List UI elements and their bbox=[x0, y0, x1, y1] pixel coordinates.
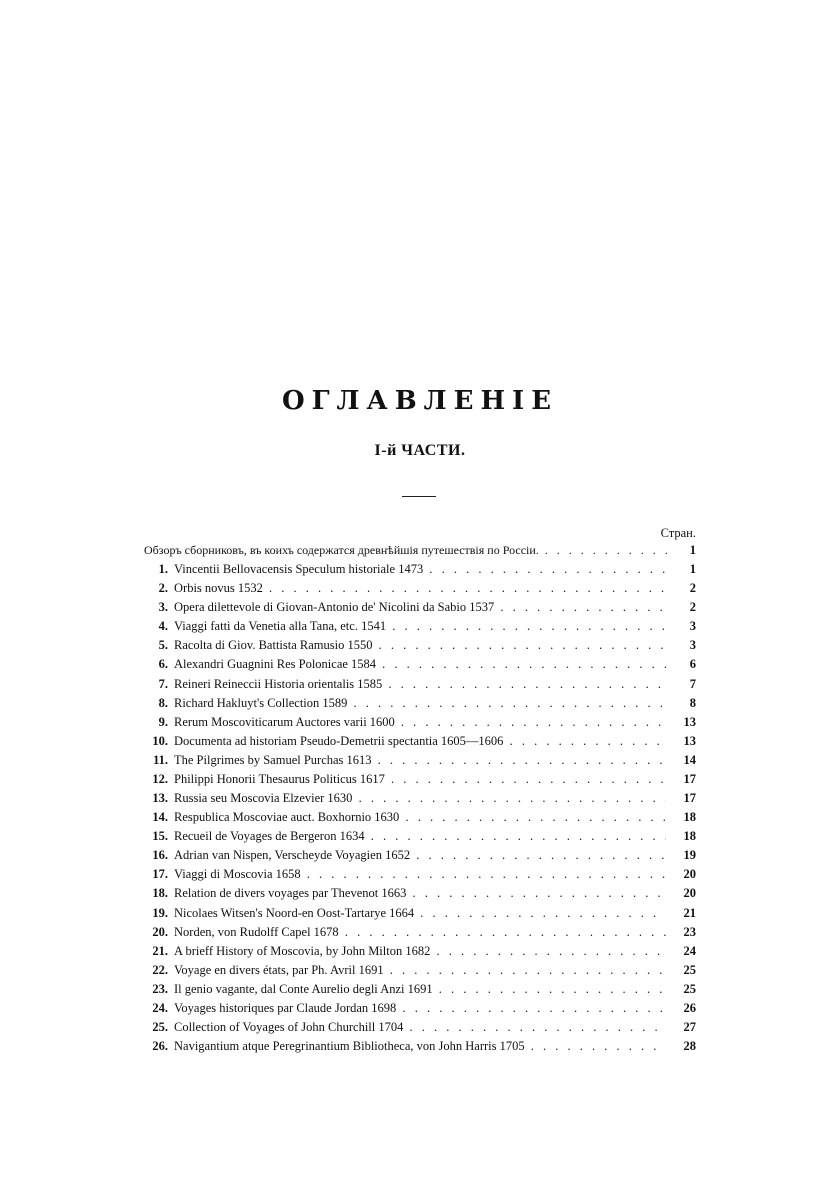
toc-entry bbox=[0, 846, 840, 865]
toc-entry-title: Il genio vagante, dal Conte Aurelio degli Anzi 1691 . . . bbox=[174, 980, 666, 999]
toc-entry-page: 2 bbox=[689, 581, 696, 596]
toc-entry-page: 28 bbox=[683, 1039, 696, 1054]
toc-entry-page: 25 bbox=[683, 981, 696, 996]
toc-entry-page: 2 bbox=[689, 600, 696, 615]
toc-entry-number: 8. bbox=[158, 695, 168, 710]
toc-entry-title: Documenta ad historiam Pseudo-Demetrii spectantia 1605—1606 . . . bbox=[174, 732, 666, 751]
page-subtitle: І-й ЧАСТИ. bbox=[374, 442, 466, 459]
toc-entry-title: Orbis novus 1532 . . . bbox=[174, 579, 666, 598]
toc-entry-title: Voyages historiques par Claude Jordan 1698 . . . bbox=[174, 999, 666, 1018]
toc-entry-number: 23. bbox=[152, 981, 168, 996]
toc-entry-page: 24 bbox=[683, 943, 696, 958]
toc-entry bbox=[0, 560, 840, 579]
page-title: ОГЛАВЛЕНІЕ bbox=[281, 386, 559, 416]
toc-entry-page: 17 bbox=[683, 791, 696, 806]
toc-entry-title: Relation de divers voyages par Thevenot 1663 . . . bbox=[174, 884, 666, 903]
toc-entry-page: 21 bbox=[683, 905, 696, 920]
toc-entry-page: 19 bbox=[683, 848, 696, 863]
toc-entry-page: 7 bbox=[689, 676, 696, 691]
toc-entry bbox=[0, 694, 840, 713]
toc-entry-number: 3. bbox=[158, 600, 168, 615]
toc-entry bbox=[0, 827, 840, 846]
toc-entry bbox=[0, 675, 840, 694]
toc-entry-number: 13. bbox=[152, 791, 168, 806]
toc-entry bbox=[0, 789, 840, 808]
toc-entry-page: 3 bbox=[689, 619, 696, 634]
toc-entry bbox=[0, 713, 840, 732]
toc-entry-title: Viaggi di Moscovia 1658 . . . bbox=[174, 865, 666, 884]
toc-entry-page: 3 bbox=[689, 638, 696, 653]
toc-entry-page: 17 bbox=[683, 771, 696, 786]
toc-entry-page: 18 bbox=[683, 810, 696, 825]
toc-entry bbox=[0, 884, 840, 903]
toc-entry-page: 20 bbox=[683, 886, 696, 901]
toc-entry-number: 11. bbox=[153, 752, 168, 767]
toc-entry-title: Philippi Honorii Thesaurus Politicus 1617 . . . bbox=[174, 770, 666, 789]
toc-entry-number: 17. bbox=[152, 867, 168, 882]
toc-entry bbox=[0, 1037, 840, 1056]
toc-entry-title: Alexandri Guagnini Res Polonicae 1584 . . . bbox=[174, 655, 666, 674]
toc-entry-number: 19. bbox=[152, 905, 168, 920]
toc-entry-number: 4. bbox=[158, 619, 168, 634]
toc-entry bbox=[0, 999, 840, 1018]
toc-entry-page: 26 bbox=[683, 1000, 696, 1015]
toc-entry-number: 25. bbox=[152, 1020, 168, 1034]
toc-entry-page: 6 bbox=[689, 657, 696, 672]
toc-entry bbox=[0, 655, 840, 674]
toc-entry-number: 2. bbox=[158, 581, 168, 596]
toc-entry-number: 12. bbox=[152, 771, 168, 786]
toc-entry-title: Collection of Voyages of John Churchill 1704 . . . bbox=[174, 1018, 666, 1037]
toc-entry-title: Voyage en divers états, par Ph. Avril 1691 . . . bbox=[174, 961, 666, 980]
toc-entry-title: Viaggi fatti da Venetia alla Tana, etc. 1541 . . . bbox=[174, 617, 666, 636]
toc-entry bbox=[0, 961, 840, 980]
toc-entry-page: 13 bbox=[683, 714, 696, 729]
toc-entry bbox=[0, 636, 840, 655]
toc-entry-title: Navigantium atque Peregrinantium Bibliotheca, von John Harris 1705 . . . bbox=[174, 1037, 666, 1056]
toc-entry-title: Norden, von Rudolff Capel 1678 . . . bbox=[174, 923, 666, 942]
toc-entry-title: Russia seu Moscovia Elzevier 1630 . . . bbox=[174, 789, 666, 808]
toc-entry-title: Adrian van Nispen, Verscheyde Voyagien 1652 . . . bbox=[174, 846, 666, 865]
toc-entry-page: 18 bbox=[683, 829, 696, 844]
page-column-label: Стран. bbox=[660, 526, 696, 540]
toc-entry bbox=[0, 579, 840, 598]
toc-entry-page: 1 bbox=[689, 562, 696, 577]
toc-entry-number: 1. bbox=[158, 562, 168, 577]
toc-entry-title: Nicolaes Witsen's Noord-en Oost-Tartarye 1664 . . . bbox=[174, 904, 666, 923]
toc-entry-title: Racolta di Giov. Battista Ramusio 1550 . . . bbox=[174, 636, 666, 655]
toc-entry-number: 22. bbox=[152, 962, 168, 977]
toc-entry bbox=[0, 808, 840, 827]
toc-entry-number: 14. bbox=[152, 810, 168, 825]
toc-entry-title: Reineri Reineccii Historia orientalis 1585 . . . bbox=[174, 675, 666, 694]
toc-entry bbox=[0, 865, 840, 884]
toc-entry bbox=[0, 598, 840, 617]
toc-entry-title: Opera dilettevole di Giovan-Antonio de' Nicolini da Sabio 1537 . . . bbox=[174, 598, 666, 617]
toc-entry-number: 9. bbox=[158, 714, 168, 729]
toc-entry-number: 15. bbox=[152, 829, 168, 844]
toc-entry-number: 24. bbox=[152, 1000, 168, 1015]
toc-entry-page: 20 bbox=[683, 867, 696, 882]
toc-entry-title: Vincentii Bellovacensis Speculum historiale 1473 . . . bbox=[174, 560, 666, 579]
toc-intro-row bbox=[0, 541, 840, 560]
toc-entry-page: 25 bbox=[683, 962, 696, 977]
toc-entry bbox=[0, 751, 840, 770]
toc-entry-number: 7. bbox=[158, 676, 168, 691]
toc-entry-number: 10. bbox=[152, 733, 168, 748]
toc-entry bbox=[0, 617, 840, 636]
toc-entry-number: 21. bbox=[152, 943, 168, 958]
toc-entry bbox=[0, 1018, 840, 1037]
toc-entry-number: 5. bbox=[158, 638, 168, 653]
toc-entry-number: 18. bbox=[152, 886, 168, 901]
toc-entry bbox=[0, 904, 840, 923]
toc-entry-page: 14 bbox=[683, 752, 696, 767]
toc-entry bbox=[0, 770, 840, 789]
toc-entry-page: 13 bbox=[683, 733, 696, 748]
toc-entry-title: Richard Hakluyt's Collection 1589 . . . bbox=[174, 694, 666, 713]
toc-entry-page: 23 bbox=[683, 924, 696, 939]
toc-entry-title: A brieff History of Moscovia, by John Milton 1682 . . . bbox=[174, 942, 666, 961]
divider bbox=[402, 496, 436, 497]
toc-entry-title: Recueil de Voyages de Bergeron 1634 . . . bbox=[174, 827, 666, 846]
toc-entry-title: Rerum Moscoviticarum Auctores varii 1600 . . . bbox=[174, 713, 666, 732]
toc-entry-number: 6. bbox=[158, 657, 168, 672]
toc-entry-page: 27 bbox=[683, 1020, 696, 1034]
toc-entry-page: 8 bbox=[689, 695, 696, 710]
toc-entry-number: 16. bbox=[152, 848, 168, 863]
toc-entry-number: 20. bbox=[152, 924, 168, 939]
toc-entry bbox=[0, 942, 840, 961]
toc-intro-title: Обзоръ сборниковъ, въ коихъ содержатся древнѣйшія путешествія по Россіи. . . . bbox=[144, 541, 670, 560]
toc-entry bbox=[0, 732, 840, 751]
toc-entry-title: The Pilgrimes by Samuel Purchas 1613 . . . bbox=[174, 751, 666, 770]
toc-intro-page: 1 bbox=[689, 543, 696, 557]
toc-entry-number: 26. bbox=[152, 1039, 168, 1054]
toc-entry-title: Respublica Moscoviae auct. Boxhornio 1630 . . . bbox=[174, 808, 666, 827]
toc-entry bbox=[0, 980, 840, 999]
toc-entry bbox=[0, 923, 840, 942]
